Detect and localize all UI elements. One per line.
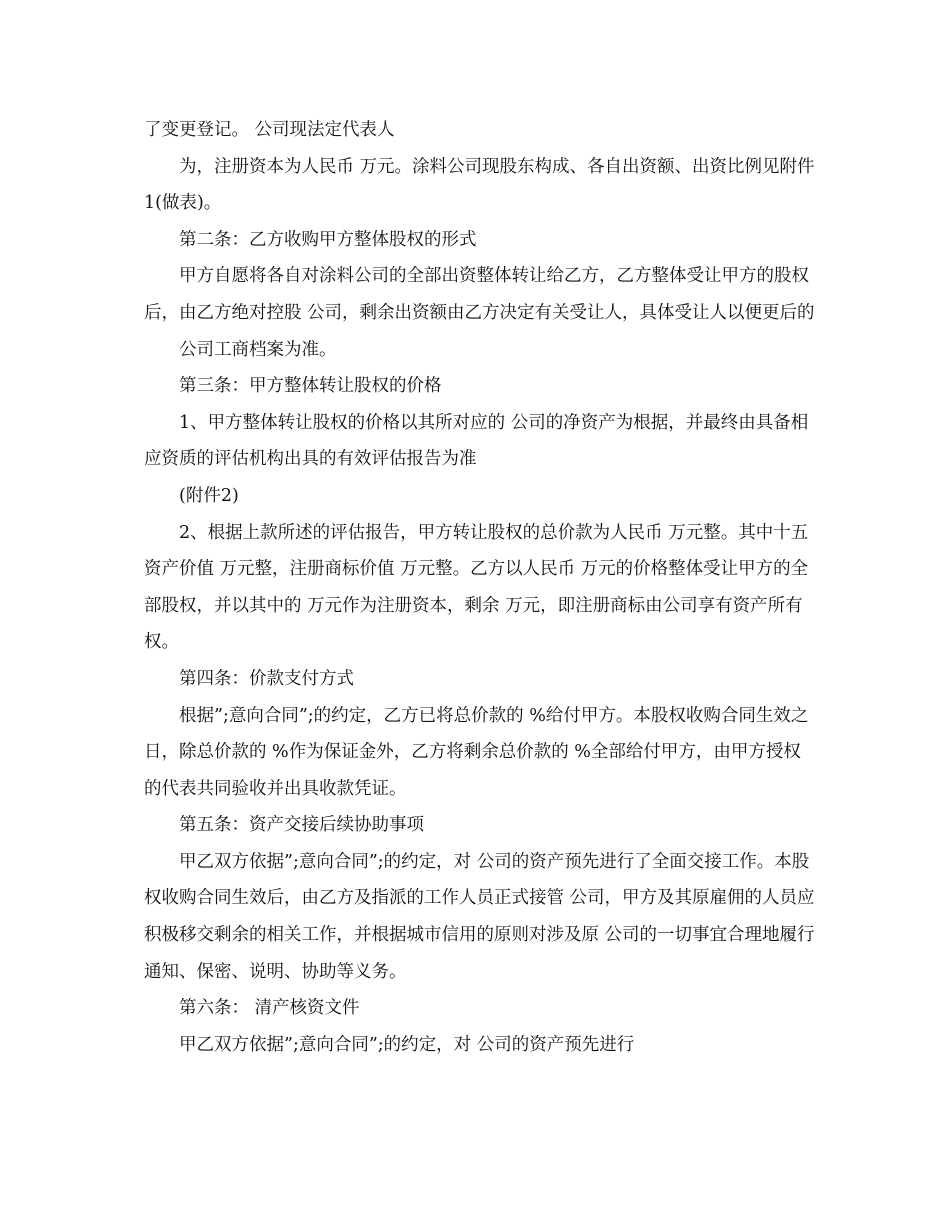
paragraph-article-2-continued: 公司工商档案为准。 (179, 339, 337, 360)
paragraph-article-3-item-2: 2、根据上款所述的评估报告，甲方转让股权的总价款为人民币 万元整。其中十五资产价值 万元整，注册商标价值 万元整。乙方以人民币 万元的价格整体受让甲方的全部股权，并以其中的 万元作为注册资本，剩余 万元，即注册商标由公司享有资产所有权。 (144, 522, 809, 653)
paragraph-article-3-item-1: 1、甲方整体转让股权的价格以其所对应的 公司的净资产为根据，并最终由具备相应资质的评估机构出具的有效评估报告为准 (144, 412, 809, 470)
article-3-heading: 第三条：甲方整体转让股权的价格 (179, 376, 442, 397)
paragraph-article-5-body: 甲乙双方依据”;意向合同”;的约定，对 公司的资产预先进行了全面交接工作。本股权收购合同生效后，由乙方及指派的工作人员正式接管 公司，甲方及其原雇佣的人员应积极移交剩余的相关工作，并根据城市信用的原则对涉及原 公司的一切事宜合理地履行通知、保密、说明、协助等义务。 (144, 851, 815, 982)
paragraph-article-6-body: 甲乙双方依据”;意向合同”;的约定，对 公司的资产预先进行 (179, 1034, 635, 1055)
article-6-heading: 第六条： 清产核资文件 (179, 998, 360, 1019)
article-4-heading: 第四条：价款支付方式 (179, 668, 354, 689)
document-body (144, 112, 816, 1063)
paragraph-article-2-body: 甲方自愿将各自对涂料公司的全部出资整体转让给乙方，乙方整体受让甲方的股权后，由乙方绝对控股 公司，剩余出资额由乙方决定有关受让人，具体受让人以便更后的 (144, 266, 815, 323)
paragraph-registration-continued: 了变更登记。 公司现法定代表人 (144, 120, 395, 140)
paragraph-registered-capital: 为，注册资本为人民币 万元。涂料公司现股东构成、各自出资额、出资比例见附件1(做表)。 (144, 156, 815, 214)
paragraph-article-4-body: 根据”;意向合同”;的约定，乙方已将总价款的 %给付甲方。本股权收购合同生效之日，除总价款的 %作为保证金外，乙方将剩余总价款的 %全部给付甲方，由甲方授权的代表共同验收并出具收款凭证。 (144, 705, 809, 799)
paragraph-attachment-2-note: (附件2) (179, 485, 239, 506)
article-5-heading: 第五条：资产交接后续协助事项 (179, 815, 424, 836)
article-2-heading: 第二条：乙方收购甲方整体股权的形式 (179, 229, 477, 250)
